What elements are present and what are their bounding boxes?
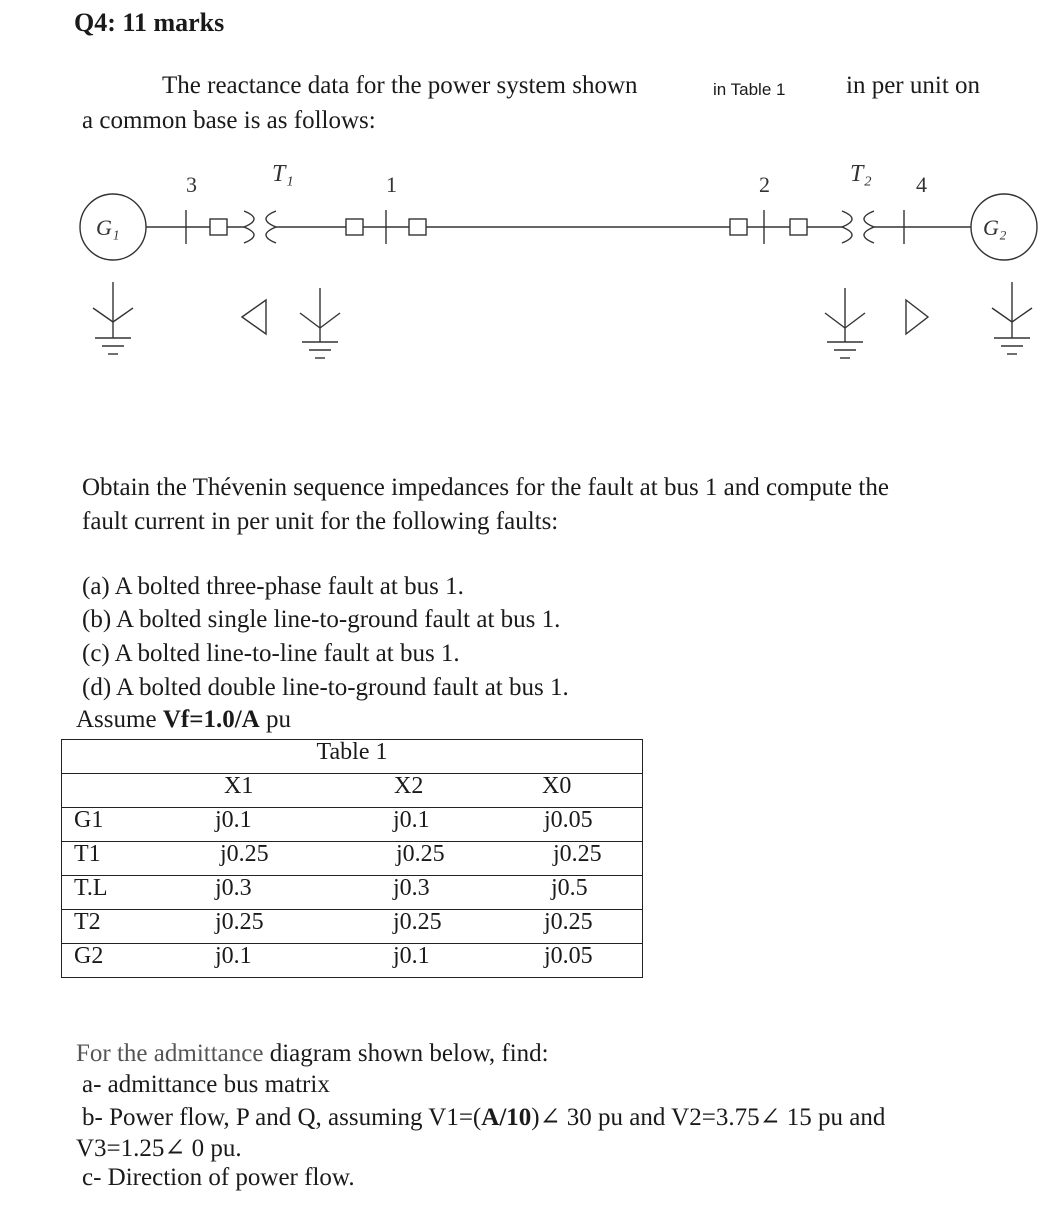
ground-symbol-t1 [300,288,340,358]
task-text: Obtain the Thévenin sequence impedances for the fault at bus 1 and compute the [82,474,889,501]
assumption-value: Vf=1.0/A [162,706,260,733]
power-system-diagram [0,150,1040,380]
fault-item-b: (b) A bolted single line-to-ground fault at bus 1. [82,606,561,633]
intro-text: The reactance data for the power system shown [162,72,638,99]
t1-label: T₁ [272,161,294,187]
part2-item-a: a- admittance bus matrix [82,1071,330,1098]
table-header-row [62,774,643,808]
t2-label: T₂ [850,161,872,187]
delta-t2-icon [906,300,928,334]
header-x2: X2 [386,774,540,808]
table-row: T2 j0.25 j0.25 j0.25 [62,910,643,944]
ground-symbol-g1 [93,282,133,354]
table-caption: Table 1 [316,739,388,765]
task-text-line2: fault current in per unit for the following faults: [82,508,559,535]
header-x1: X1 [210,774,386,808]
transformer-t2-icon [842,211,852,243]
ground-symbol-t2 [825,288,865,358]
delta-t1-icon [242,300,266,334]
header-x0: X0 [540,774,643,808]
bus4-label: 4 [916,172,927,197]
transformer-t1-icon [244,211,254,243]
intro-text-line2: a common base is as follows: [82,107,376,134]
table-row: G1 j0.1 j0.1 j0.05 [62,808,643,842]
fault-item-a: (a) A bolted three-phase fault at bus 1. [82,573,464,600]
part2-intro: For the admittance diagram shown below, find: [76,1040,549,1067]
g1-label: G₁ [96,215,120,240]
fault-item-d: (d) A bolted double line-to-ground fault at bus 1. [82,674,569,701]
bus1-label: 1 [386,172,397,197]
assumption-text: Assume Vf=1.0/A pu [76,706,291,733]
table-reference: in Table 1 [713,80,786,99]
question-title: Q4: 11 marks [74,8,225,37]
bus2-label: 2 [759,172,770,197]
fault-item-c: (c) A bolted line-to-line fault at bus 1. [82,640,460,667]
part2-item-b-line2: V3=1.25∠ 0 pu. [76,1135,242,1162]
reactance-table [61,739,643,978]
g2-label: G₂ [983,215,1007,240]
table-row: T1 j0.25 j0.25 j0.25 [62,842,643,876]
part2-item-b: b- Power flow, P and Q, assuming V1=(A/10)∠ 30 pu and V2=3.75∠ 15 pu and [82,1104,886,1131]
table-row: G2 j0.1 j0.1 j0.05 [62,944,643,978]
ground-symbol-g2 [992,282,1032,354]
intro-text-end: in per unit on [846,72,981,99]
bus3-label: 3 [186,172,197,197]
part2-item-c: c- Direction of power flow. [82,1164,355,1191]
table-row: T.L j0.3 j0.3 j0.5 [62,876,643,910]
